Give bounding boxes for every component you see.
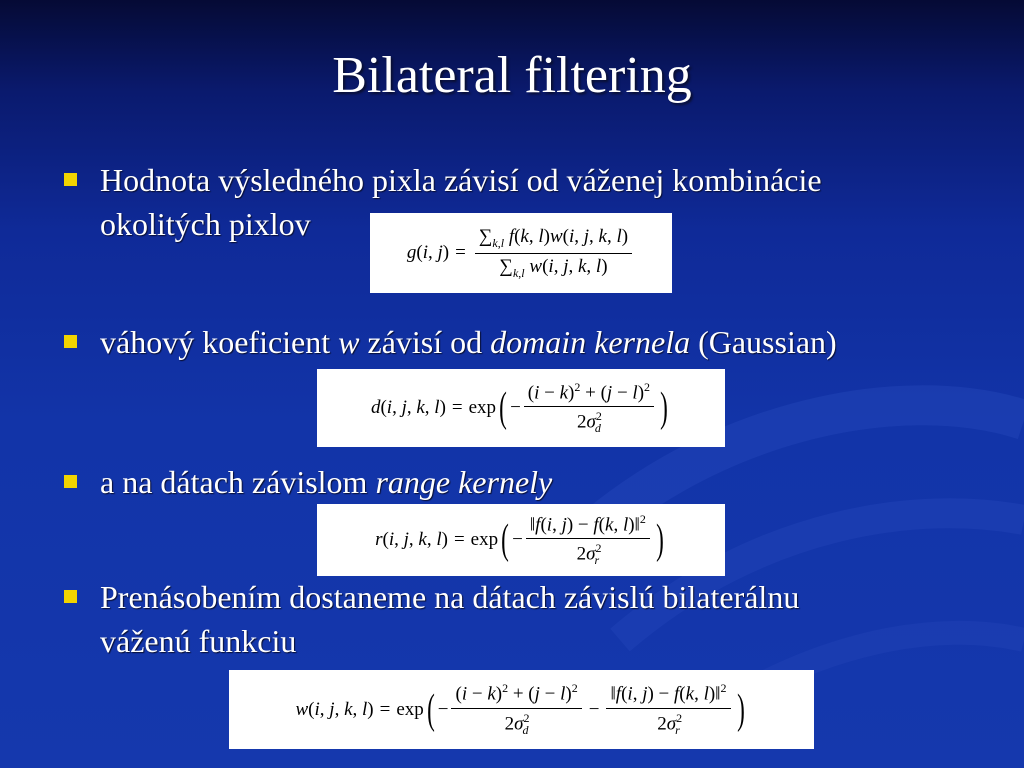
bullet-1-line-2: okolitých pixlov [100,206,311,242]
bullet-2-text-b: závisí od [359,324,491,360]
bullet-4 [100,575,799,663]
slide-title: Bilateral filtering [332,47,692,104]
bullet-2 [100,320,837,364]
bullet-marker [64,590,77,603]
bullet-marker [64,173,77,186]
bullet-2-text-a: váhový koeficient [100,324,339,360]
bullet-4-line-1: Prenásobením dostaneme na dátach závislú bilaterálnu [100,579,800,615]
formula-d: d(i, j, k, l) = exp ( − $\frac{(i - k)^2 + (j - l)^2}{2\sigma^2_d}$ ) [317,369,725,447]
bullet-3 [100,460,552,504]
bullet-1-line-1: Hodnota výsledného pixla závisí od váženej kombinácie [100,162,822,198]
formula-r: r(i, j, k, l) = exp ( − $\frac{‖f(i, j) - f(k, l)‖^2}{2\sigma^2_r}$ ) [317,504,725,576]
bullet-2-italic-w: w [338,324,360,360]
bullet-marker [64,335,77,348]
bullet-4-line-2: váženú funkciu [100,623,297,659]
bullet-marker [64,475,77,488]
formula-w: w(i, j, k, l) = exp ( − $\frac{(i - k)^2 + (j - l)^2}{2\sigma^2_d}$ − $\frac{‖f(i, j) - f(k, l)‖^2}{2\sigma^2_r}$ ) [229,670,814,749]
bullet-3-italic-range-kernely: range kernely [375,464,553,500]
formula-g: g(i, j) = $\frac{\sum_{k,l} f(k, l)w(i, j, k, l)}{\sum_{k,l} w(i, j, k, l)}$ [370,213,672,293]
bullet-2-italic-domain-kernela: domain kernela [490,324,691,360]
bullet-2-text-c: (Gaussian) [690,324,837,360]
bullet-3-text-a: a na dátach závislom [100,464,376,500]
